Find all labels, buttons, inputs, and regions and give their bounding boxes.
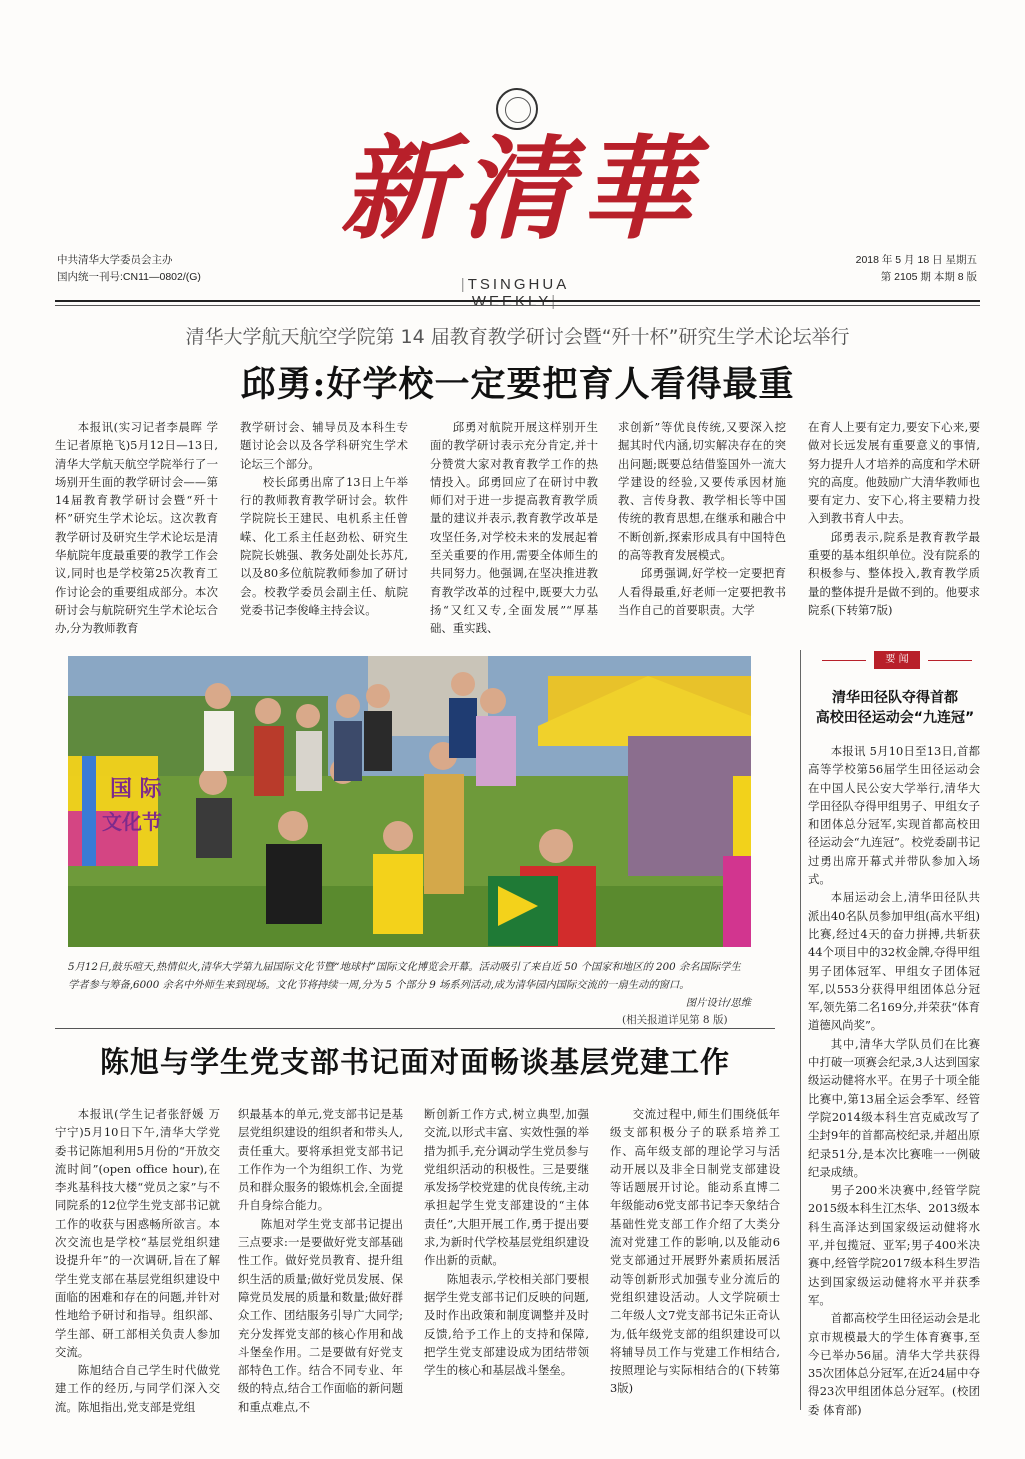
publisher: 中共清华大学委员会主办 [57, 254, 173, 266]
photo-caption [68, 958, 751, 1012]
section-rule [55, 1028, 775, 1029]
story2-headline: 陈旭与学生党支部书记面对面畅谈基层党建工作 [99, 1045, 730, 1079]
masthead-rule [55, 300, 980, 302]
paragraph: 本报讯(实习记者李晨晖 学生记者原艳飞)5月12日—13日,清华大学航天航空学院举行了一场别开生面的教学研讨会——第14届教育教学研讨会暨“歼十杯”研究生学术论坛。这次教育教学研讨及研究生学术论坛是清华航院年度最重要的教学工作会议,同时也是学校第25次教育工作讨论会的重要组成部分。本次研讨会与航院研究生学术论坛合办,分为教师教育 [55, 420, 218, 636]
photo-credit: 图片设计/思维 [685, 997, 751, 1009]
paragraph: 男子200米决赛中,经管学院2015级本科生江杰华、2013级本科生高泽达到国家级运动健将水平,并包揽冠、亚军;男子400米决赛中,经管学院2017级本科生罗浩达到国家级运动健将水平并获季军。 [808, 1183, 980, 1307]
paragraph: 断创新工作方式,树立典型,加强交流,以形式丰富、实效性强的举措为抓手,充分调动学生党员参与党组织活动的积极性。三是要继承发扬学校党建的优良传统,主动承担起学生党支部建设的“主体责任”,大胆开展工作,勇于提出要求,为新时代学校基层党组织建设作出新的贡献。 [424, 1107, 589, 1268]
paragraph: 教学研讨会、辅导员及本科生专题讨论会以及各学科研究生学术论坛三个部分。 [240, 420, 408, 471]
paragraph: 校长邱勇出席了13日上午举行的教师教育教学研讨会。软件学院院长王建民、电机系主任曾嵘、化工系主任赵劲松、研究生院院长姚强、教务处副处长苏芃,以及80多位航院教师参加了研讨会。校教学委员会副主任、航院党委书记李俊峰主持会议。 [240, 474, 408, 617]
paragraph: 陈旭表示,学校相关部门要根据学生党支部书记们反映的问题,及时作出政策和制度调整并及时反馈,给予工作上的支持和保障,把学生党支部建设成为团结带领学生的核心和基层战斗堡垒。 [424, 1271, 589, 1378]
caption-text: 5月12日,鼓乐喧天,热情似火,清华大学第九届国际文化节暨“地球村”国际文化博览会开幕。活动吸引了来自近 50 个国家和地区的 200 余名国际学生学者参与筹备,6000 余名中外师生来到现场。文化节将持续一周,分为 5 个部分 9 场系列活动,成为清华园内国际交流的一扇生动的窗口。 [68, 961, 741, 991]
paragraph: 首都高校学生田径运动会是北京市规模最大的学生体育赛事,至今已举办56届。清华大学共获得35次团体总分冠军,在近24届中夺得23次甲组团体总分冠军。(校团委 体育部) [808, 1311, 980, 1417]
paragraph: 邱勇对航院开展这样别开生面的教学研讨表示充分肯定,并十分赞赏大家对教育教学工作的热情投入。邱勇回应了在研讨中教师们对于进一步提高教育教学质量的建议并表示,教育教学改革是攻坚任务,对学校未来的发展起着至关重要的作用,需要全体师生的共同努力。他强调,在坚决推进教育教学改革的过程中,既要大力弘扬“又红又专,全面发展”“厚基础、重实践、 [430, 420, 598, 636]
paragraph: 本报讯(学生记者张舒媛 万宁宁)5月10日下午,清华大学党委书记陈旭利用5月份的“开放交流时间”(open office hour),在李兆基科技大楼“党员之家”与不同院系的12位学生党支部书记就工作的收获与困惑畅所欲言。本次交流也是学校“基层党组织建设提升年”的一次调研,旨在了解学生党支部在基层党组织建设中面临的困难和存在的问题,并针对性地给予研讨和指导。组织部、学生部、研工部相关负责人参加交流。 [55, 1107, 220, 1359]
masthead-rule-thin [55, 305, 980, 306]
paragraph: 本报讯 5月10日至13日,首都高等学校第56届学生田径运动会在中国人民公安大学举行,清华大学田径队夺得甲组男子、甲组女子和团体总分冠军,实现首都高校田径运动会“九连冠”。校党委副书记过勇出席开幕式并带队参加入场式。 [808, 744, 980, 887]
paragraph: 织最基本的单元,党支部书记是基层党组织建设的组织者和带头人,责任重大。要将承担党支部书记工作作为一个为组织工作、为党员和群众服务的锻炼机会,全面提升自身综合能力。 [238, 1107, 403, 1213]
masthead-subtitle-text: TSINGHUA [467, 276, 570, 293]
sidebar-headline [810, 688, 980, 728]
cultural-festival-photo [68, 656, 751, 947]
story1-column-5 [808, 418, 980, 643]
issue-info [856, 252, 977, 286]
story1-headline: 邱勇:好学校一定要把育人看得最重 [240, 364, 795, 405]
paragraph: 在育人上要有定力,要安下心来,要做对长远发展有重要意义的事情,努力提升人才培养的高度和学术研究的高度。他鼓励广大清华教师也要有定力、安下心,将主要精力投入到教书育人中去。 [808, 420, 980, 526]
issue-date: 2018 年 5 月 18 日 星期五 [855, 254, 977, 266]
festival-overlay-line1: 国 际 [110, 777, 162, 802]
label-badge: 要 闻 [874, 651, 920, 669]
story1-kicker: 清华大学航天航空学院第 14 届教育教学研讨会暨“歼十杯”研究生学术论坛举行 [185, 326, 850, 348]
masthead-subtitle: |TSINGHUA [420, 276, 610, 310]
paragraph: 求创新”等优良传统,又要深入挖掘其时代内涵,切实解决存在的突出问题;既要总结借鉴国外一流大学建设的经验,又要传承因材施教、言传身教、教学相长等中国传统的教育思想,在继承和融合中不断创新,探索形成具有中国特色的高等教育发展模式。 [618, 420, 786, 563]
paragraph: 陈旭对学生党支部书记提出三点要求:一是要做好党支部基础性工作。做好党员教育、提升组织生活的质量;做好党员发展、保障党员发展的质量和数量;做好群众工作、团结服务引导广大同学;充分发挥党支部的核心作用和战斗堡垒作用。二是要做有好党支部特色工作。结合不同专业、年级的特点,结合工作面临的新问题和重点难点,不 [238, 1216, 403, 1414]
photo-illustration [68, 656, 751, 947]
story1-column-2 [240, 418, 408, 643]
sidebar-section-label [822, 650, 972, 670]
issue-number: 第 2105 期 本期 8 版 [880, 271, 977, 283]
issn: 国内统一刊号:CN11—0802/(G) [57, 271, 201, 283]
story2-column-4 [610, 1105, 780, 1405]
festival-overlay-line2: 文化节 [102, 810, 162, 834]
masthead-title: 新清華 [340, 124, 700, 255]
paragraph: 本届运动会上,清华田径队共派出40名队员参加甲组(高水平组)比赛,经过4天的奋力拼搏,共斩获44个项目中的32枚金牌,夺得甲组男子团体冠军、甲组女子团体冠军,以553分获得甲组团体总分冠军,领先第二名169分,并荣获“体育道德风尚奖”。 [808, 890, 980, 1033]
story2-column-3 [424, 1105, 589, 1405]
sidebar-divider [800, 650, 801, 1410]
see-also-link[interactable]: (相关报道详见第 8 版) [622, 1014, 728, 1026]
paragraph: 其中,清华大学队员们在比赛中打破一项赛会纪录,3人达到国家级运动健将水平。在男子十项全能比赛中,第13届全运会季军、经管学院2014级本科生宫克威改写了尘封9年的首都高校纪录,并超出原纪录51分,是本次比赛唯一一例破纪录成绩。 [808, 1036, 980, 1179]
paragraph: 邱勇表示,院系是教育教学最重要的基本组织单位。没有院系的积极参与、整体投入,教育教学质量的整体提升是做不到的。他要求院系(下转第7版) [808, 529, 980, 617]
label-rule-right [928, 660, 972, 661]
publisher-info [57, 252, 201, 286]
story2-column-1 [55, 1105, 220, 1414]
story1-column-3 [430, 418, 598, 643]
paragraph: 邱勇强调,好学校一定要把育人看得最重,好老师一定要把教书当作自己的首要职责。大学 [618, 566, 786, 617]
story2-column-2 [238, 1105, 403, 1414]
sidebar-headline-line2: 高校田径运动会“九连冠” [815, 710, 975, 726]
paragraph: 交流过程中,师生们围绕低年级支部积极分子的联系培养工作、高年级支部的理论学习与活动开展以及非全日制党支部建设等话题展开讨论。能动系直博二年级能动6党支部书记李天象结合基础性党支部工作介绍了大类分流对党建工作的影响,以及能动6党支部通过开展野外素质拓展活动等创新形式加强专业分流后的党组织建设活动。人文学院硕士二年级人文7党支部书记朱正奇认为,低年级党支部的组织建设可以将辅导员工作与党建工作相结合,按照理论与实际相结合的(下转第3版) [610, 1107, 780, 1396]
label-rule-left [822, 660, 866, 661]
story1-column-1 [55, 418, 218, 643]
sidebar-headline-line1: 清华田径队夺得首都 [832, 690, 958, 706]
sidebar-body [808, 742, 980, 1417]
story1-column-4 [618, 418, 786, 643]
paragraph: 陈旭结合自己学生时代做党建工作的经历,与同学们深入交流。陈旭指出,党支部是党组 [55, 1363, 220, 1414]
